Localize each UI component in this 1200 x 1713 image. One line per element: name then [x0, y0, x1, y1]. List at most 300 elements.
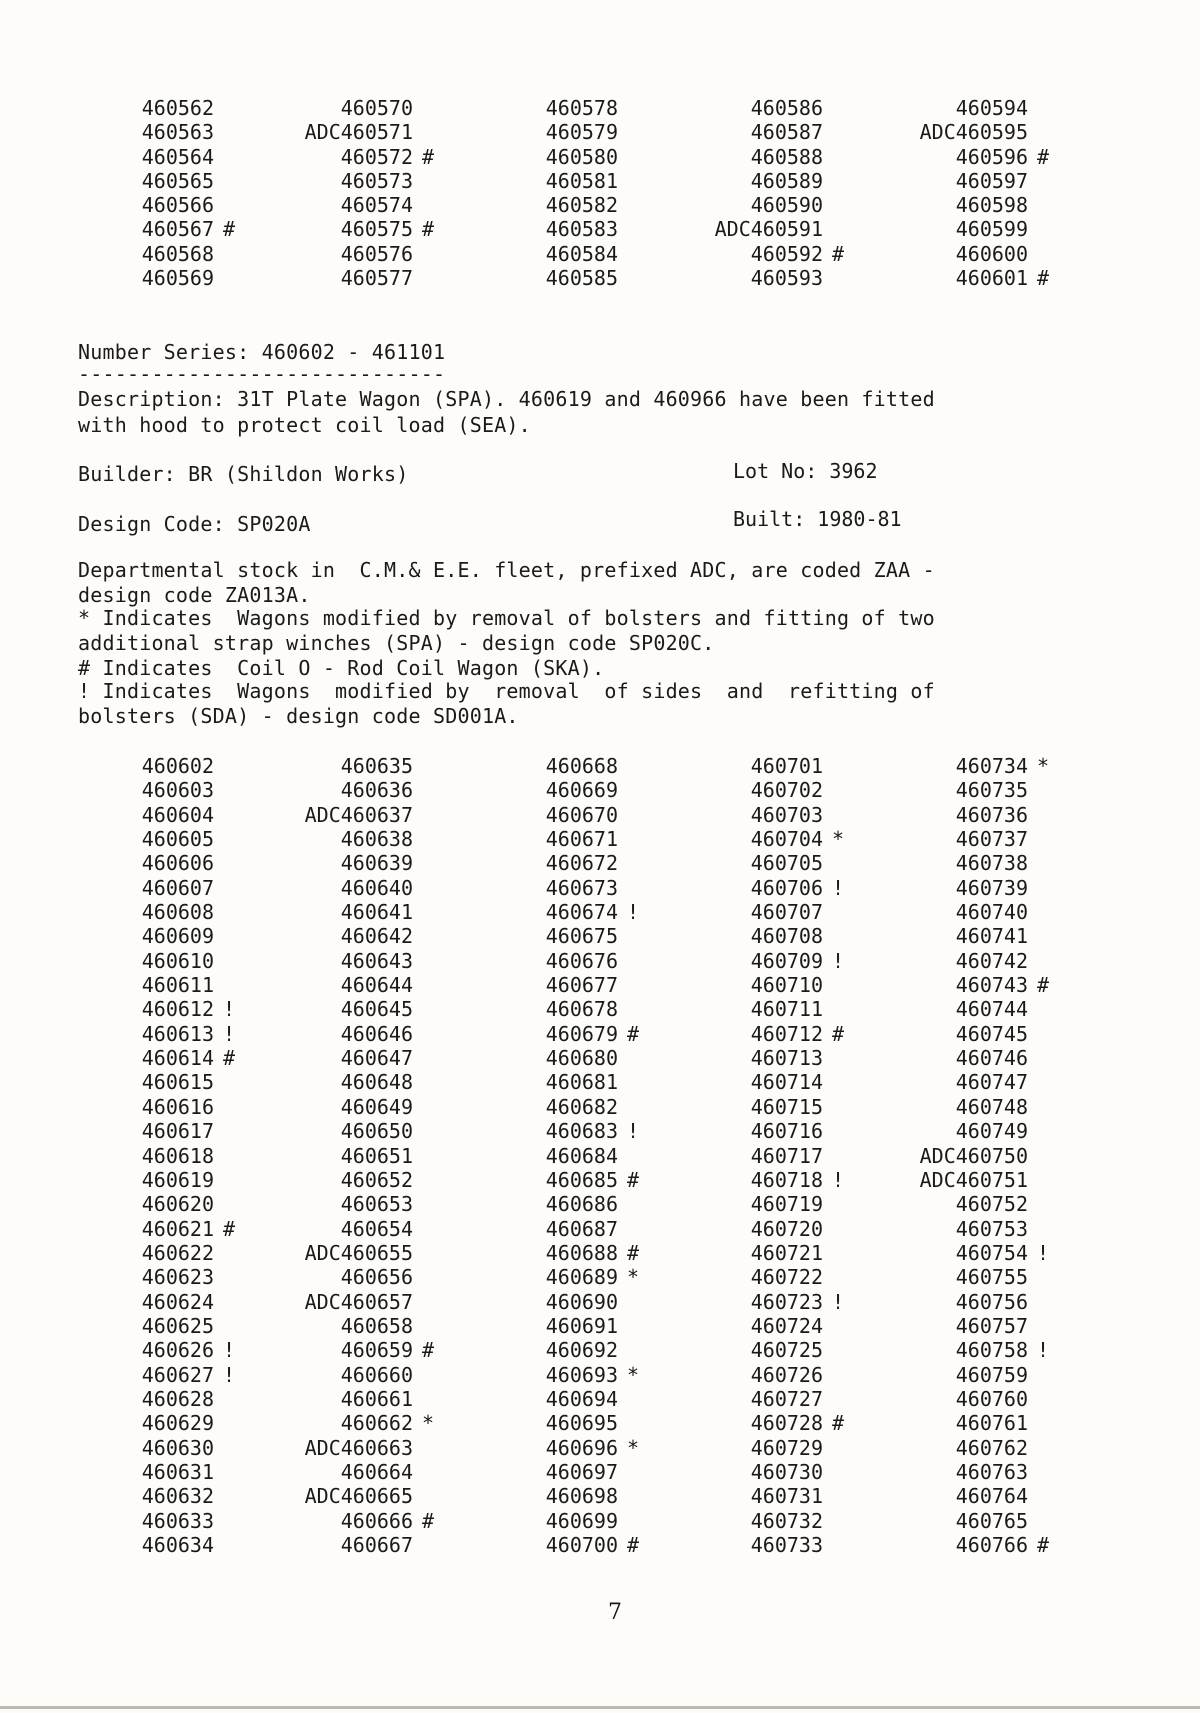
- wagon-entry: [448, 1241, 648, 1265]
- wagon-number: 460574: [340, 193, 413, 218]
- wagon-entry: [853, 217, 1058, 241]
- wagon-entry: [448, 1363, 648, 1387]
- wagon-entry: [853, 1192, 1058, 1216]
- lot-number-field: Lot No: 3962: [733, 459, 878, 483]
- wagon-entry: [78, 827, 244, 851]
- wagon-marker: !: [1036, 1240, 1050, 1265]
- wagon-entry: [648, 1070, 853, 1094]
- wagon-number: 460605: [141, 827, 214, 852]
- wagon-entry: [853, 1290, 1058, 1314]
- table-row: [78, 1070, 1098, 1094]
- wagon-entry: [243, 1387, 443, 1411]
- wagon-number: 460564: [141, 144, 214, 169]
- wagon-number: 460597: [955, 168, 1028, 193]
- wagon-number: 460701: [750, 754, 823, 778]
- wagon-marker: *: [831, 827, 845, 852]
- wagon-entry: [448, 193, 648, 217]
- builder-field: Builder: BR (Shildon Works): [78, 462, 409, 486]
- wagon-number: ADC460591: [714, 217, 823, 242]
- table-row: [78, 120, 1098, 144]
- table-row: [78, 1436, 1098, 1460]
- wagon-entry: [853, 924, 1058, 948]
- wagon-entry: [853, 1484, 1058, 1508]
- wagon-number: 460582: [545, 193, 618, 218]
- wagon-number: 460587: [750, 120, 823, 145]
- wagon-entry: [853, 1265, 1058, 1289]
- wagon-entry: [448, 1484, 648, 1508]
- wagon-number: 460590: [750, 193, 823, 218]
- wagon-entry: [78, 1217, 244, 1241]
- note-line-6: ! Indicates Wagons modified by removal of sides and refitting of: [78, 679, 935, 703]
- wagon-entry: [243, 145, 443, 169]
- table-row: [78, 1460, 1098, 1484]
- wagon-number: 460604: [141, 802, 214, 827]
- wagon-entry: [78, 266, 244, 290]
- table-row: [78, 973, 1098, 997]
- wagon-number: 460717: [750, 1143, 823, 1168]
- wagon-number: 460702: [750, 778, 823, 803]
- wagon-entry: [853, 1387, 1058, 1411]
- wagon-number: 460708: [750, 924, 823, 949]
- wagon-number: 460722: [750, 1265, 823, 1290]
- table-row: [78, 997, 1098, 1021]
- wagon-number: 460616: [141, 1094, 214, 1119]
- table-row: [78, 169, 1098, 193]
- wagon-number: 460601: [955, 266, 1028, 291]
- wagon-number: 460727: [750, 1386, 823, 1411]
- wagon-entry: [853, 1509, 1058, 1533]
- wagon-entry: [243, 193, 443, 217]
- wagon-number: 460732: [750, 1508, 823, 1533]
- wagon-number: 460650: [340, 1119, 413, 1144]
- note-line-1: Departmental stock in C.M.& E.E. fleet, prefixed ADC, are coded ZAA -: [78, 558, 935, 582]
- wagon-marker: #: [831, 1021, 845, 1046]
- wagon-marker: #: [1036, 144, 1050, 169]
- wagon-entry: [648, 1022, 853, 1046]
- wagon-entry: [648, 193, 853, 217]
- wagon-entry: [648, 1144, 853, 1168]
- wagon-entry: [448, 1387, 648, 1411]
- wagon-entry: [448, 1460, 648, 1484]
- table-row: [78, 1022, 1098, 1046]
- wagon-number: 460703: [750, 802, 823, 827]
- wagon-entry: [448, 924, 648, 948]
- heading-underline: ------------------------------: [78, 362, 446, 386]
- table-row: [78, 1217, 1098, 1241]
- wagon-number: 460741: [955, 924, 1028, 949]
- wagon-number: 460709: [750, 948, 823, 973]
- wagon-entry: [648, 242, 853, 266]
- wagon-number: 460645: [340, 997, 413, 1022]
- wagon-number: 460667: [340, 1533, 413, 1557]
- wagon-number: 460743: [955, 973, 1028, 998]
- table-row: [78, 1192, 1098, 1216]
- wagon-number: 460608: [141, 900, 214, 925]
- wagon-number: 460747: [955, 1070, 1028, 1095]
- wagon-entry: [78, 949, 244, 973]
- wagon-number: 460642: [340, 924, 413, 949]
- wagon-entry: [243, 1484, 443, 1508]
- wagon-entry: [78, 1290, 244, 1314]
- wagon-entry: [853, 1363, 1058, 1387]
- wagon-number: 460719: [750, 1192, 823, 1217]
- wagon-entry: [448, 1119, 648, 1143]
- wagon-entry: [448, 1022, 648, 1046]
- wagon-number: 460575: [340, 217, 413, 242]
- wagon-number: 460756: [955, 1289, 1028, 1314]
- wagon-entry: [448, 1290, 648, 1314]
- wagon-number: 460654: [340, 1216, 413, 1241]
- table-row: [78, 1363, 1098, 1387]
- wagon-entry: [648, 169, 853, 193]
- wagon-number: 460627: [141, 1362, 214, 1387]
- wagon-entry: [78, 803, 244, 827]
- table-row: [78, 827, 1098, 851]
- wagon-marker: #: [1036, 266, 1050, 291]
- wagon-number: 460629: [141, 1411, 214, 1436]
- wagon-entry: [78, 924, 244, 948]
- wagon-entry: [853, 1168, 1058, 1192]
- wagon-entry: [853, 876, 1058, 900]
- wagon-marker: #: [626, 1167, 640, 1192]
- wagon-entry: [243, 1241, 443, 1265]
- wagon-number: 460691: [545, 1313, 618, 1338]
- wagon-entry: [648, 803, 853, 827]
- wagon-number: 460761: [955, 1411, 1028, 1436]
- wagon-entry: [853, 266, 1058, 290]
- wagon-number: 460586: [750, 96, 823, 120]
- wagon-entry: [648, 1363, 853, 1387]
- wagon-entry: [448, 851, 648, 875]
- wagon-entry: [78, 242, 244, 266]
- wagon-number: 460759: [955, 1362, 1028, 1387]
- table-row: [78, 145, 1098, 169]
- wagon-entry: [853, 1338, 1058, 1362]
- wagon-number: 460606: [141, 851, 214, 876]
- wagon-number: 460699: [545, 1508, 618, 1533]
- wagon-entry: [243, 1070, 443, 1094]
- wagon-number: 460596: [955, 144, 1028, 169]
- design-code-field: Design Code: SP020A: [78, 512, 311, 536]
- wagon-number: 460565: [141, 168, 214, 193]
- wagon-number: 460671: [545, 827, 618, 852]
- wagon-entry: [243, 754, 443, 778]
- wagon-number: 460675: [545, 924, 618, 949]
- table-row: [78, 1484, 1098, 1508]
- wagon-number: 460585: [545, 266, 618, 291]
- table-row: [78, 1411, 1098, 1435]
- wagon-entry: [448, 900, 648, 924]
- table-row: [78, 803, 1098, 827]
- wagon-entry: [448, 1144, 648, 1168]
- wagon-number: 460679: [545, 1021, 618, 1046]
- wagon-number: 460683: [545, 1119, 618, 1144]
- wagon-marker: #: [421, 144, 435, 169]
- wagon-number: 460635: [340, 754, 413, 778]
- wagon-number: 460696: [545, 1435, 618, 1460]
- wagon-number: 460576: [340, 241, 413, 266]
- wagon-entry: [853, 1241, 1058, 1265]
- wagon-entry: [78, 1070, 244, 1094]
- wagon-entry: [448, 1168, 648, 1192]
- wagon-entry: [243, 1144, 443, 1168]
- wagon-entry: [448, 1509, 648, 1533]
- wagon-entry: [853, 1095, 1058, 1119]
- wagon-entry: [78, 1363, 244, 1387]
- wagon-entry: [448, 754, 648, 778]
- wagon-marker: *: [626, 1362, 640, 1387]
- wagon-entry: [448, 242, 648, 266]
- wagon-number: 460758: [955, 1338, 1028, 1363]
- wagon-entry: [243, 1168, 443, 1192]
- wagon-entry: [648, 1436, 853, 1460]
- wagon-number: 460728: [750, 1411, 823, 1436]
- wagon-entry: [853, 1411, 1058, 1435]
- wagon-number: 460658: [340, 1313, 413, 1338]
- wagon-entry: [448, 778, 648, 802]
- wagon-entry: [448, 997, 648, 1021]
- wagon-number: 460678: [545, 997, 618, 1022]
- wagon-number: 460697: [545, 1459, 618, 1484]
- wagon-entry: [78, 1168, 244, 1192]
- wagon-number: 460580: [545, 144, 618, 169]
- wagon-number: 460594: [955, 96, 1028, 120]
- wagon-number: 460682: [545, 1094, 618, 1119]
- wagon-entry: [448, 169, 648, 193]
- wagon-marker: !: [831, 948, 845, 973]
- wagon-entry: [853, 96, 1058, 120]
- wagon-number: 460643: [340, 948, 413, 973]
- wagon-number: 460695: [545, 1411, 618, 1436]
- wagon-entry: [648, 1484, 853, 1508]
- wagon-entry: [78, 754, 244, 778]
- wagon-entry: [78, 1509, 244, 1533]
- wagon-number: 460698: [545, 1484, 618, 1509]
- wagon-number: 460720: [750, 1216, 823, 1241]
- wagon-entry: [78, 851, 244, 875]
- wagon-entry: [648, 1509, 853, 1533]
- wagon-entry: [243, 1192, 443, 1216]
- wagon-entry: [243, 1119, 443, 1143]
- wagon-entry: [648, 1460, 853, 1484]
- wagon-number: ADC460657: [304, 1289, 413, 1314]
- wagon-entry: [243, 1290, 443, 1314]
- table-row: [78, 924, 1098, 948]
- wagon-entry: [648, 217, 853, 241]
- wagon-number: 460613: [141, 1021, 214, 1046]
- wagon-number: 460689: [545, 1265, 618, 1290]
- wagon-marker: #: [421, 217, 435, 242]
- wagon-entry: [448, 1314, 648, 1338]
- wagon-entry: [448, 1265, 648, 1289]
- wagon-number: 460567: [141, 217, 214, 242]
- wagon-entry: [78, 1436, 244, 1460]
- wagon-entry: [853, 949, 1058, 973]
- wagon-entry: [243, 803, 443, 827]
- wagon-number: 460618: [141, 1143, 214, 1168]
- wagon-number: 460570: [340, 96, 413, 120]
- wagon-entry: [78, 1484, 244, 1508]
- wagon-number: 460693: [545, 1362, 618, 1387]
- wagon-number: 460624: [141, 1289, 214, 1314]
- wagon-number: 460757: [955, 1313, 1028, 1338]
- wagon-number: 460673: [545, 875, 618, 900]
- wagon-number: 460723: [750, 1289, 823, 1314]
- wagon-entry: [78, 876, 244, 900]
- wagon-number: 460630: [141, 1435, 214, 1460]
- wagon-number: 460712: [750, 1021, 823, 1046]
- wagon-entry: [243, 1411, 443, 1435]
- wagon-number: 460666: [340, 1508, 413, 1533]
- wagon-entry: [448, 803, 648, 827]
- wagon-number: 460583: [545, 217, 618, 242]
- wagon-entry: [243, 876, 443, 900]
- wagon-number: 460711: [750, 997, 823, 1022]
- wagon-marker: *: [1036, 754, 1050, 778]
- wagon-number: ADC460663: [304, 1435, 413, 1460]
- wagon-marker: !: [222, 1362, 236, 1387]
- wagon-entry: [648, 1241, 853, 1265]
- wagon-number: 460735: [955, 778, 1028, 803]
- wagon-marker: !: [626, 900, 640, 925]
- wagon-number: ADC460637: [304, 802, 413, 827]
- wagon-entry: [448, 1070, 648, 1094]
- wagon-number: 460713: [750, 1046, 823, 1071]
- wagon-entry: [448, 1046, 648, 1070]
- wagon-number: 460684: [545, 1143, 618, 1168]
- wagon-number: 460763: [955, 1459, 1028, 1484]
- wagon-entry: [78, 1338, 244, 1362]
- wagon-entry: [78, 169, 244, 193]
- wagon-number: 460598: [955, 193, 1028, 218]
- wagon-entry: [648, 997, 853, 1021]
- wagon-entry: [853, 1022, 1058, 1046]
- wagon-number: 460599: [955, 217, 1028, 242]
- wagon-number: 460609: [141, 924, 214, 949]
- wagon-marker: !: [626, 1119, 640, 1144]
- wagon-entry: [448, 827, 648, 851]
- table-row: [78, 778, 1098, 802]
- table-row: [78, 851, 1098, 875]
- wagon-entry: [448, 1095, 648, 1119]
- wagon-number: 460737: [955, 827, 1028, 852]
- table-row: [78, 1338, 1098, 1362]
- wagon-entry: [78, 1192, 244, 1216]
- wagon-marker: #: [421, 1508, 435, 1533]
- table-row: [78, 949, 1098, 973]
- table-row: [78, 266, 1098, 290]
- wagon-number: 460736: [955, 802, 1028, 827]
- wagon-number: 460718: [750, 1167, 823, 1192]
- wagon-entry: [648, 973, 853, 997]
- wagon-marker: #: [626, 1021, 640, 1046]
- table-row: [78, 1119, 1098, 1143]
- wagon-entry: [853, 778, 1058, 802]
- wagon-entry: [648, 827, 853, 851]
- description-line-2: with hood to protect coil load (SEA).: [78, 413, 531, 437]
- wagon-number: 460568: [141, 241, 214, 266]
- wagon-number: 460600: [955, 241, 1028, 266]
- wagon-number: 460592: [750, 241, 823, 266]
- wagon-entry: [853, 193, 1058, 217]
- wagon-entry: [78, 193, 244, 217]
- wagon-entry: [78, 217, 244, 241]
- wagon-entry: [448, 1411, 648, 1435]
- wagon-entry: [853, 803, 1058, 827]
- wagon-entry: [853, 1070, 1058, 1094]
- wagon-number: 460694: [545, 1386, 618, 1411]
- wagon-marker: #: [626, 1533, 640, 1557]
- wagon-entry: [448, 876, 648, 900]
- wagon-entry: [243, 827, 443, 851]
- wagon-marker: *: [626, 1265, 640, 1290]
- wagon-entry: [448, 1338, 648, 1362]
- table-row: [78, 1290, 1098, 1314]
- wagon-number: 460724: [750, 1313, 823, 1338]
- table-row: [78, 1168, 1098, 1192]
- wagon-entry: [648, 876, 853, 900]
- wagon-entry: [853, 1119, 1058, 1143]
- page-number: 7: [608, 1600, 622, 1625]
- wagon-number: 460765: [955, 1508, 1028, 1533]
- wagon-entry: [78, 997, 244, 1021]
- wagon-number: 460562: [141, 96, 214, 120]
- wagon-number: 460706: [750, 875, 823, 900]
- wagon-entry: [648, 1290, 853, 1314]
- wagon-entry: [853, 1314, 1058, 1338]
- wagon-entry: [243, 778, 443, 802]
- wagon-number: 460593: [750, 266, 823, 291]
- wagon-entry: [448, 266, 648, 290]
- table-row: [78, 900, 1098, 924]
- wagon-number: 460725: [750, 1338, 823, 1363]
- wagon-marker: !: [831, 1167, 845, 1192]
- table-row: [78, 1265, 1098, 1289]
- wagon-number: 460742: [955, 948, 1028, 973]
- wagon-number: 460579: [545, 120, 618, 145]
- wagon-number: 460745: [955, 1021, 1028, 1046]
- wagon-entry: [78, 1046, 244, 1070]
- wagon-number-table-main: [78, 754, 1098, 1557]
- wagon-number: 460674: [545, 900, 618, 925]
- wagon-entry: [243, 997, 443, 1021]
- wagon-number: 460731: [750, 1484, 823, 1509]
- wagon-marker: #: [831, 241, 845, 266]
- wagon-number: 460762: [955, 1435, 1028, 1460]
- wagon-entry: [243, 1217, 443, 1241]
- wagon-entry: [78, 1095, 244, 1119]
- wagon-entry: [648, 1533, 853, 1557]
- wagon-marker: !: [222, 1338, 236, 1363]
- wagon-entry: [243, 973, 443, 997]
- wagon-marker: !: [222, 1021, 236, 1046]
- wagon-entry: [243, 96, 443, 120]
- wagon-entry: [243, 1436, 443, 1460]
- wagon-marker: *: [626, 1435, 640, 1460]
- wagon-entry: [243, 266, 443, 290]
- wagon-number: 460602: [141, 754, 214, 778]
- note-line-4: additional strap winches (SPA) - design code SP020C.: [78, 631, 715, 655]
- table-row: [78, 242, 1098, 266]
- wagon-marker: #: [222, 1046, 236, 1071]
- wagon-entry: [78, 1314, 244, 1338]
- wagon-number: 460680: [545, 1046, 618, 1071]
- wagon-entry: [243, 169, 443, 193]
- wagon-number: 460705: [750, 851, 823, 876]
- note-line-2: design code ZA013A.: [78, 583, 311, 607]
- wagon-number: 460649: [340, 1094, 413, 1119]
- wagon-number: 460628: [141, 1386, 214, 1411]
